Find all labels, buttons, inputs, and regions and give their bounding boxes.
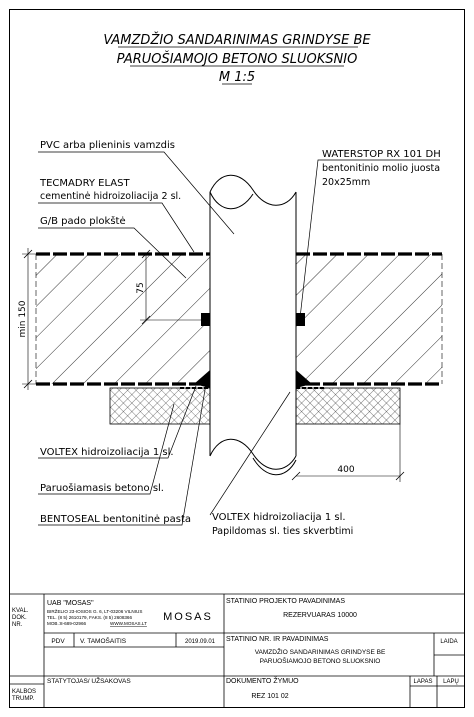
- tb-sheet-title2: PARUOŠIAMOJO BETONO SLUOKSNIO: [259, 658, 381, 665]
- tb-builder: STATYTOJAS/ UŽSAKOVAS: [47, 678, 131, 685]
- mosas-logo: [163, 611, 213, 623]
- tb-doc-header: DOKUMENTO ŽYMUO: [226, 678, 299, 685]
- tb-sheet-title1: VAMZDŽIO SANDARINIMAS GRINDYSE BE: [254, 649, 386, 656]
- tb-company-web: WWW.MOSAS.LT: [110, 621, 147, 626]
- tb-side-label-2: DOK.: [12, 615, 27, 621]
- tb-kalbos2: TRUMP.: [12, 696, 35, 702]
- slab-left: [36, 254, 210, 384]
- tb-author: V. TAMOŠAITIS: [80, 638, 127, 645]
- label-waterstop: WATERSTOP RX 101 DH: [322, 149, 441, 160]
- tb-company-name: UAB "MOSAS": [47, 600, 94, 607]
- tb-laida: LAIDA: [440, 639, 458, 645]
- tb-role: PDV: [51, 638, 65, 645]
- pipe: [210, 175, 296, 475]
- slab-right: [296, 254, 442, 384]
- tb-date: 2019.09.01: [184, 639, 216, 645]
- tb-company-line1: BIRŽELIO 23-IOSIOS G. 6, LT-03206 VILNIUS: [47, 609, 143, 614]
- tb-sheet-header: STATINIO NR. IR PAVADINIMAS: [226, 636, 329, 643]
- label-tecmadry-sub: cementinė hidroizoliacija 2 sl.: [40, 191, 182, 202]
- tb-lapu: LAPŲ: [443, 679, 459, 685]
- label-voltex2: VOLTEX hidroizoliacija 1 sl.: [212, 512, 346, 523]
- tb-lapas: LAPAS: [413, 679, 433, 685]
- lean-concrete-right: [296, 388, 400, 424]
- label-gb: G/B pado plokštė: [40, 216, 126, 227]
- label-paruosiamasis: Paruošiamasis betono sl.: [40, 483, 164, 494]
- label-tecmadry: TECMADRY ELAST: [40, 178, 130, 189]
- label-voltex1: VOLTEX hidroizoliacija 1 sl.: [40, 447, 174, 458]
- dimension-min150-label: min 150: [18, 300, 28, 338]
- label-bentoseal: BENTOSEAL bentonitinė pasta: [40, 514, 191, 525]
- label-papildomas: Papildomas sl. ties skverbtimi: [212, 526, 354, 537]
- label-waterstop-sub1: bentonitinio molio juosta: [322, 163, 441, 174]
- dimension-75-label: 75: [136, 282, 146, 294]
- drawing-title-line2: PARUOŠIAMOJO BETONO SLUOKSNIO: [116, 52, 358, 67]
- tb-side-label-1: KVAL.: [12, 608, 29, 614]
- svg-text:MOSAS: MOSAS: [163, 611, 213, 623]
- tb-project-header: STATINIO PROJEKTO PAVADINIMAS: [226, 598, 346, 605]
- dimension-400-label: 400: [337, 465, 355, 475]
- dimension-400: [292, 424, 404, 482]
- lean-concrete-left: [110, 388, 210, 424]
- label-waterstop-sub2: 20x25mm: [322, 177, 371, 188]
- tb-company-line3: MOB.:8-689-02966: [47, 621, 87, 626]
- label-pvc: PVC arba plieninis vamzdis: [40, 140, 175, 151]
- drawing-title-line1: VAMZDŽIO SANDARINIMAS GRINDYSE BE: [103, 33, 371, 48]
- tb-doc-code: REZ 101 02: [251, 693, 289, 700]
- tb-side-label-3: NR.: [12, 622, 23, 628]
- tb-project-name: REZERVUARAS 10000: [283, 612, 357, 619]
- tb-company-line2: TEL. (8 5) 2610179, FAKS. (8 5) 2608366: [47, 615, 133, 620]
- waterstop-left: [201, 313, 210, 326]
- drawing-scale: M 1:5: [218, 70, 256, 85]
- tb-kalbos1: KALBOS: [12, 689, 37, 695]
